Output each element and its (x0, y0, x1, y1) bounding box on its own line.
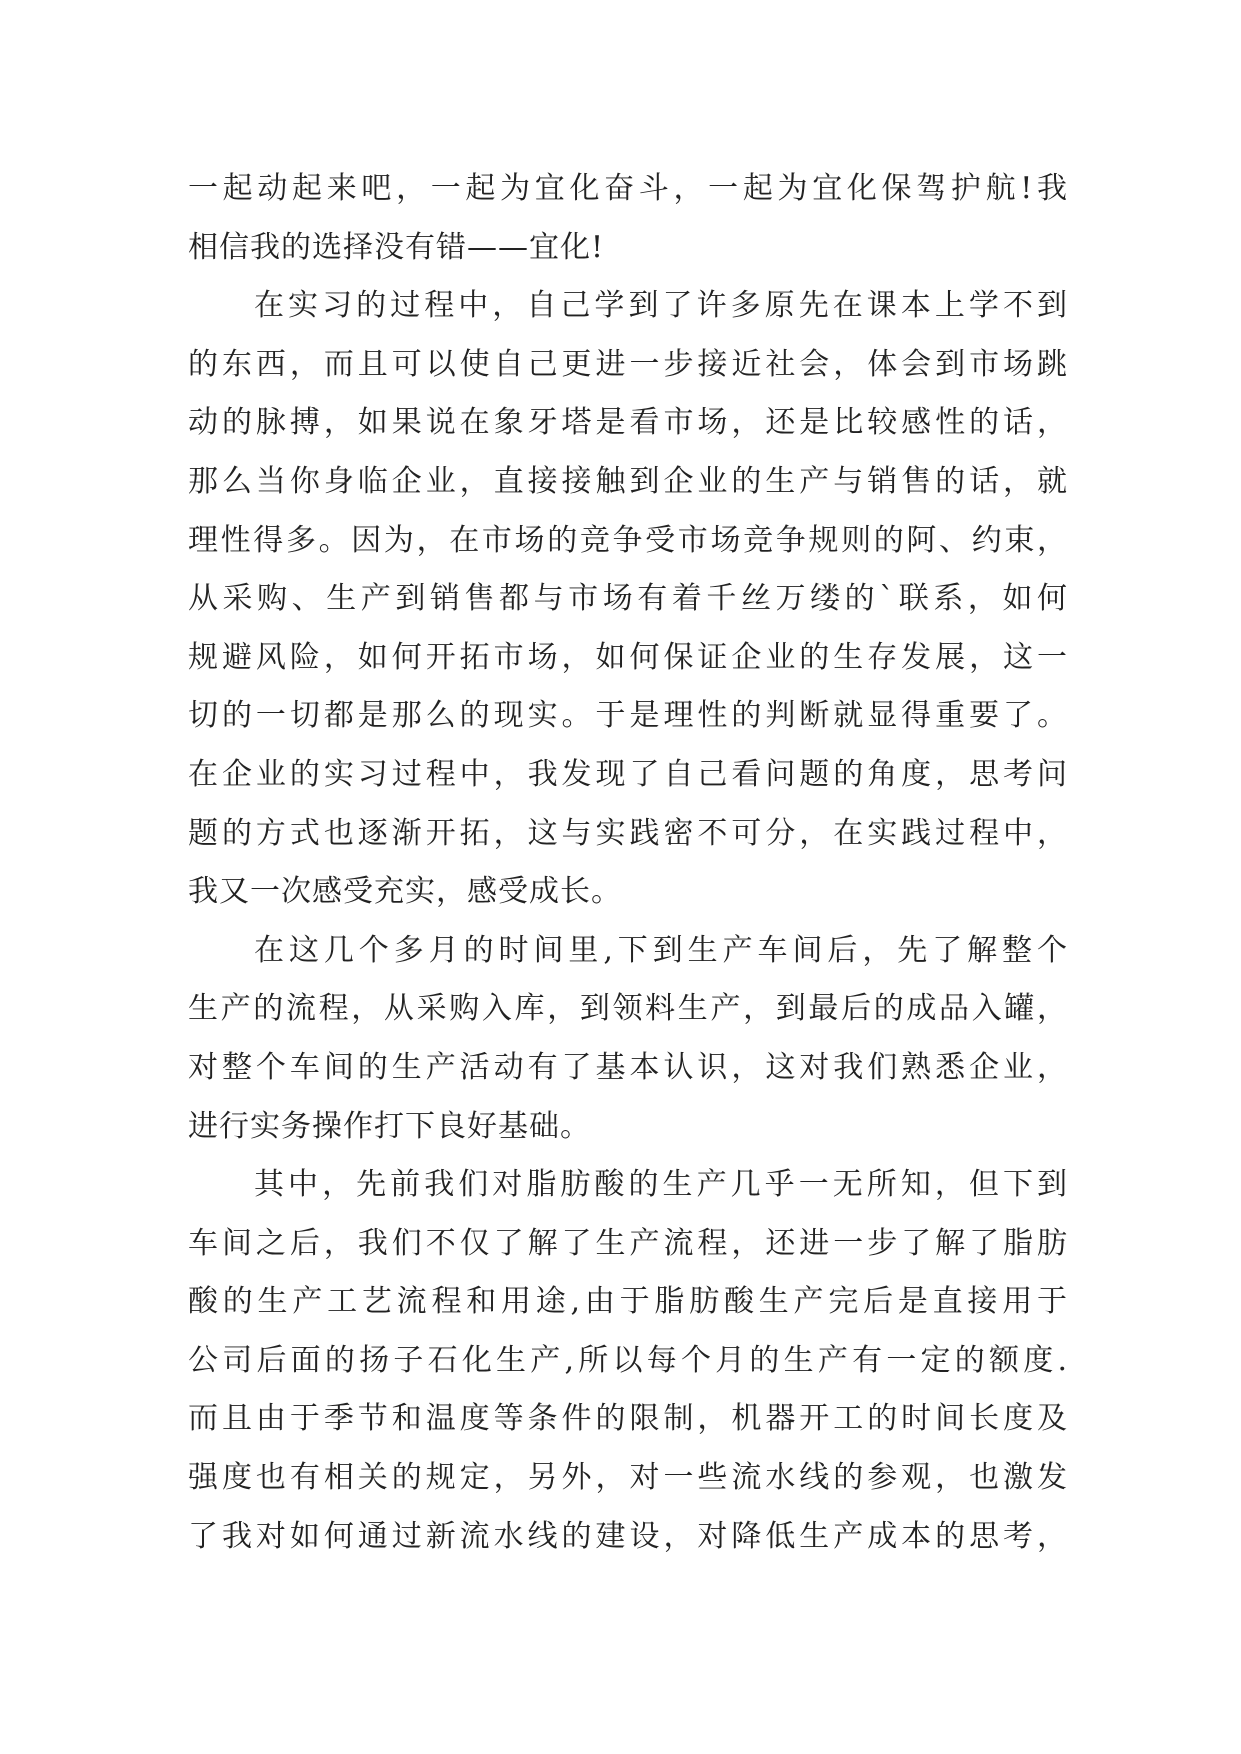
paragraph-line: 进行实务操作打下良好基础。 (188, 1108, 591, 1144)
paragraph-line: 在实习的过程中，自己学到了许多原先在课本上学不到 (254, 288, 1068, 324)
paragraph-line: 那么当你身临企业，直接接触到企业的生产与销售的话，就 (188, 463, 1068, 499)
paragraph-line: 我又一次感受充实，感受成长。 (188, 874, 622, 910)
paragraph-line: 从采购、生产到销售都与市场有着千丝万缕的`联系，如何 (188, 581, 1068, 617)
paragraph-line: 生产的流程，从采购入库，到领料生产，到最后的成品入罐， (188, 991, 1068, 1027)
paragraph-line: 规避风险，如何开拓市场，如何保证企业的生存发展，这一 (188, 639, 1068, 675)
paragraph-line: 题的方式也逐渐开拓，这与实践密不可分，在实践过程中， (188, 815, 1068, 851)
paragraph-line: 酸的生产工艺流程和用途,由于脂肪酸生产完后是直接用于 (188, 1284, 1068, 1320)
paragraph-line: 动的脉搏，如果说在象牙塔是看市场，还是比较感性的话， (188, 405, 1068, 441)
paragraph-line: 而且由于季节和温度等条件的限制，机器开工的时间长度及 (188, 1401, 1068, 1437)
document-body (188, 160, 1068, 1566)
paragraph-line: 了我对如何通过新流水线的建设，对降低生产成本的思考， (188, 1518, 1068, 1554)
paragraph-line: 一起动起来吧，一起为宜化奋斗，一起为宜化保驾护航!我 (188, 171, 1068, 206)
paragraph-line: 理性得多。因为，在市场的竞争受市场竞争规则的阿、约束， (188, 522, 1068, 558)
paragraph-line: 在这几个多月的时间里,下到生产车间后，先了解整个 (254, 932, 1068, 968)
paragraph-line: 强度也有相关的规定，另外，对一些流水线的参观，也激发 (188, 1460, 1068, 1496)
paragraph-line: 在企业的实习过程中，我发现了自己看问题的角度，思考问 (188, 756, 1068, 792)
paragraph-line: 其中，先前我们对脂肪酸的生产几乎一无所知，但下到 (254, 1167, 1068, 1203)
paragraph-line: 相信我的选择没有错——宜化! (188, 229, 605, 265)
paragraph-line: 的东西，而且可以使自己更进一步接近社会，体会到市场跳 (188, 346, 1068, 382)
paragraph-line: 车间之后，我们不仅了解了生产流程，还进一步了解了脂肪 (188, 1225, 1068, 1261)
paragraph-line: 切的一切都是那么的现实。于是理性的判断就显得重要了。 (188, 698, 1068, 734)
paragraph-line: 对整个车间的生产活动有了基本认识，这对我们熟悉企业， (188, 1049, 1068, 1085)
paragraph-line: 公司后面的扬子石化生产,所以每个月的生产有一定的额度. (188, 1342, 1068, 1378)
